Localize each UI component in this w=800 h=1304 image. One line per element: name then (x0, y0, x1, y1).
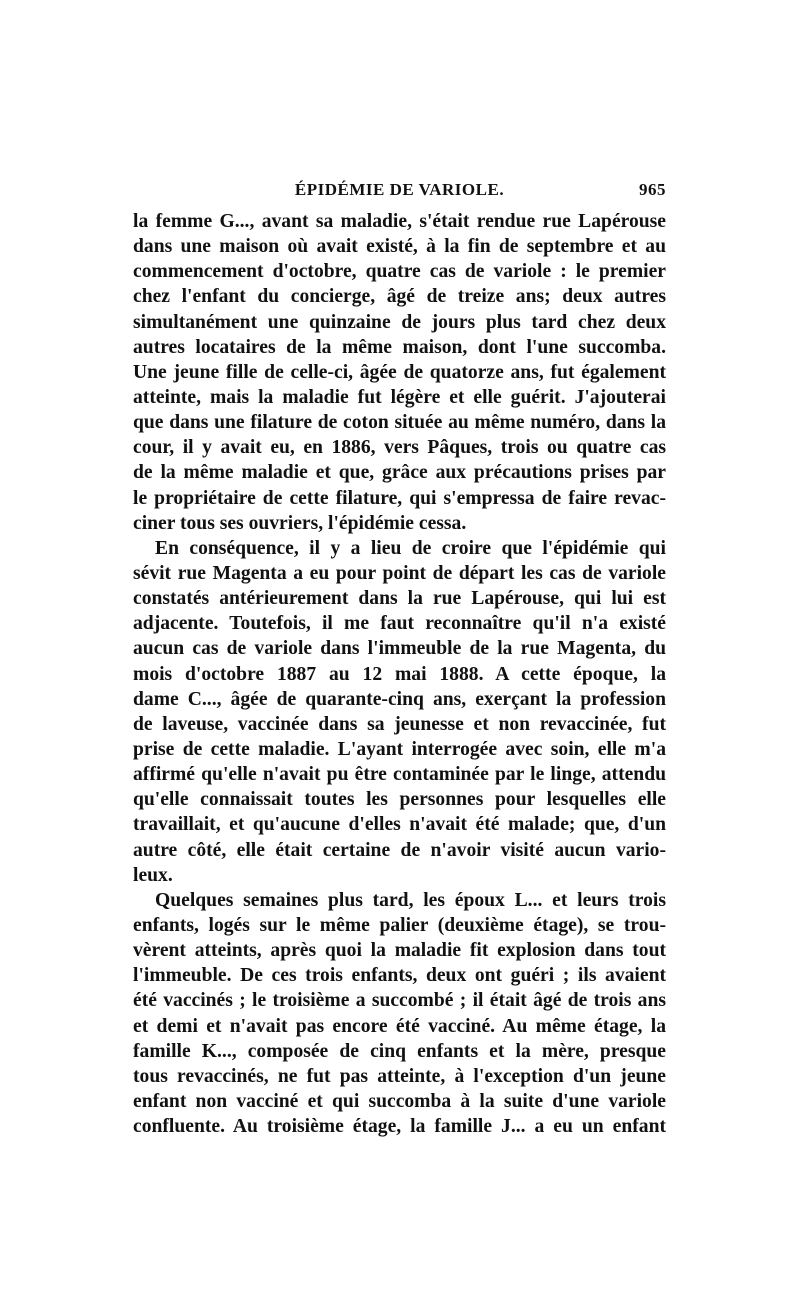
text-line: adjacente. Toutefois, il me faut reconnaître qu'il n'a existé (133, 613, 666, 635)
text-line: dans une maison où avait existé, à la fin de septembre et au (133, 236, 666, 258)
text-line: travaillait, et qu'aucune d'elles n'avait été malade; que, d'un (133, 814, 666, 836)
text-line: autres locataires de la même maison, dont l'une succomba. (133, 336, 666, 358)
text-line: qu'elle connaissait toutes les personnes pour lesquelles elle (133, 789, 666, 811)
text-line: commencement d'octobre, quatre cas de variole : le premier (133, 261, 666, 283)
text-line: tous revaccinés, ne fut pas atteinte, à l'exception d'un jeune (133, 1065, 666, 1087)
text-line: que dans une filature de coton située au même numéro, dans la (133, 412, 666, 434)
text-line: autre côté, elle était certaine de n'avoir visité aucun vario- (133, 839, 666, 861)
text-line: En conséquence, il y a lieu de croire que l'épidémie qui (155, 537, 666, 559)
text-line: aucun cas de variole dans l'immeuble de la rue Magenta, du (133, 638, 666, 660)
text-line: vèrent atteints, après quoi la maladie fit explosion dans tout (133, 940, 666, 962)
text-line: mois d'octobre 1887 au 12 mai 1888. A cette époque, la (133, 663, 666, 685)
text-line: confluente. Au troisième étage, la famille J... a eu un enfant (133, 1116, 666, 1138)
text-line: été vaccinés ; le troisième a succombé ; il était âgé de trois ans (133, 990, 666, 1012)
text-line: Quelques semaines plus tard, les époux L... et leurs trois (155, 889, 666, 911)
text-line: sévit rue Magenta a eu pour point de départ les cas de variole (133, 562, 666, 584)
text-line: leux. (133, 864, 173, 886)
text-line: enfants, logés sur le même palier (deuxième étage), se trou- (133, 914, 666, 936)
text-line: et demi et n'avait pas encore été vacciné. Au même étage, la (133, 1015, 666, 1037)
running-title: ÉPIDÉMIE DE VARIOLE. (294, 180, 505, 199)
text-line: famille K..., composée de cinq enfants et la mère, presque (133, 1040, 666, 1062)
text-line: affirmé qu'elle n'avait pu être contaminée par le linge, attendu (133, 764, 666, 786)
text-line: la femme G..., avant sa maladie, s'était rendue rue Lapérouse (133, 211, 666, 232)
text-line: dame C..., âgée de quarante-cinq ans, exerçant la profession (133, 688, 666, 710)
text-line: prise de cette maladie. L'ayant interrogée avec soin, elle m'a (133, 738, 666, 760)
text-line: de la même maladie et que, grâce aux précautions prises par (133, 462, 666, 484)
text-line: de laveuse, vaccinée dans sa jeunesse et non revaccinée, fut (133, 713, 666, 735)
text-line: Une jeune fille de celle-ci, âgée de quatorze ans, fut également (133, 361, 666, 383)
running-head (133, 178, 666, 204)
text-line: simultanément une quinzaine de jours plus tard chez deux (133, 311, 666, 333)
text-line: chez l'enfant du concierge, âgé de treize ans; deux autres (133, 286, 666, 308)
text-line: l'immeuble. De ces trois enfants, deux ont guéri ; ils avaient (133, 965, 666, 987)
text-line: le propriétaire de cette filature, qui s'empressa de faire revac- (133, 487, 666, 509)
body-text (133, 209, 666, 1139)
text-line: cour, il y avait eu, en 1886, vers Pâques, trois ou quatre cas (133, 437, 666, 459)
text-line: atteinte, mais la maladie fut légère et elle guérit. J'ajouterai (133, 386, 666, 408)
text-line: ciner tous ses ouvriers, l'épidémie cessa. (133, 512, 467, 534)
text-line: constatés antérieurement dans la rue Lapérouse, qui lui est (133, 588, 666, 610)
page-number: 965 (639, 180, 666, 199)
text-line: enfant non vacciné et qui succomba à la suite d'une variole (133, 1090, 666, 1112)
